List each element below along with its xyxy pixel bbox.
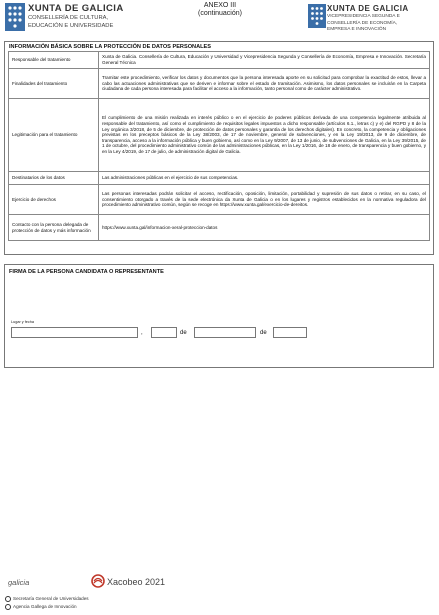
xacobeo-logo-text: Xacobeo 2021 [107,577,166,587]
galicia-logo: galicia [8,578,30,587]
de-separator-2: de [260,330,267,336]
annex-subtitle: (continuación) [198,10,242,17]
right-brand-sub-2: CONSELLERÍA DE ECONOMÍA, [327,20,398,26]
xacobeo-shell-icon [91,574,105,588]
annex-heading [185,2,255,18]
left-brand-sub-1: CONSELLERÍA DE CULTURA, [28,15,109,21]
data-protection-title: INFORMACIÓN BÁSICA SOBRE LA PROTECCIÓN DE DATOS PERSONALES [9,44,212,50]
xunta-crest-icon [4,2,26,32]
page-header [0,0,439,40]
xunta-crest-icon-right [307,3,327,29]
table-row [9,69,430,99]
signature-section [4,264,434,368]
row-value: Tramitar este procedimiento, verificar los datos y documentos que la persona interesada aporte en su solicitud para comprobar la exactitud de estos, llevar a cabo las actuaciones administrativas que se deriven e informar sobre el estado de tramitación. Asimismo, los datos personales se incluirán en la Carpeta ciudadana de cada persona interesada para facilitar el acceso a la información, tanto personal como de carácter administrativo. [99,69,430,99]
left-brand [28,3,124,30]
row-label: Contacto con la persona delegada de protección de datos y más información [9,215,99,241]
page-footer [0,572,439,615]
month-field[interactable] [194,327,256,338]
comma-separator: , [141,330,143,336]
data-protection-section [4,41,434,255]
signature-title: FIRMA DE LA PERSONA CANDIDATA O REPRESENTANTE [9,269,164,275]
row-label: Finalidades del tratamiento [9,69,99,99]
circle-bullet-icon [5,604,11,610]
circle-bullet-icon [5,596,11,602]
place-field[interactable] [11,327,138,338]
row-value: Las administraciones públicas en el ejercicio de sus competencias. [99,172,430,185]
annex-title: ANEXO III [203,2,237,9]
footer-item-label: Secretaría General de Universidades [13,596,89,602]
right-brand-title: XUNTA DE GALICIA [327,4,409,13]
row-label: Legitimación para el tratamiento [9,99,99,172]
footer-item-label: Agencia Gallega de Innovación [13,604,77,610]
day-field[interactable] [151,327,177,338]
row-value: El cumplimiento de una misión realizada en interés público o en el ejercicio de poderes públicos derivada de una competencia legalmente atribuida al responsable del tratamiento, así como el cumplimiento de requisitos legales impuestos a dicho responsable (artículos 6.1., letras c) y e) del RGPD y 8 de la Ley orgánica 3/2018, de 5 de diciembre, de protección de datos personales y garantía de los derechos digitales). En concreto, la competencia y obligaciones previstas en los preceptos básicos de la Ley 38/2003, de 17 de noviembre, general de subvenciones, y en la Ley 19/2013, de 9 de diciembre, de transparencia, acceso a la información pública y buen gobierno, así como en la Ley 9/2007, de 13 de junio, de subvenciones de Galicia, en la Ley 39/2015, de 1 de octubre, del procedimiento administrativo común de las administraciones públicas, en la Ley 1/2016, de 18 de enero, de transparencia y buen gobierno, y en la Ley 4/2019, de 17 de julio, de administración digital de Galicia. [99,99,430,172]
right-brand-sub-3: EMPRESA E INNOVACIÓN [327,27,387,33]
row-label: Responsable del tratamiento [9,52,99,69]
data-protection-table [8,51,430,241]
table-row [9,215,430,241]
left-brand-sub-2: EDUCACIÓN E UNIVERSIDADE [28,23,114,29]
row-label: Destinatarios de los datos [9,172,99,185]
row-value: Las personas interesadas podrán solicitar el acceso, rectificación, oposición, limitación, portabilidad y supresión de sus datos o retirar, en su caso, el consentimiento otorgado a través de la sede electrónica da Xunta de Galicia o en los lugares y registros establecidos en la normativa reguladora del procedimiento administrativo común, según se recoge en https://www.xunta.gal/exercicio-de-dereitos. [99,185,430,215]
table-row [9,52,430,69]
table-row [9,172,430,185]
row-value: Xunta de Galicia. Consellería de Cultura, Educación y Universidad y Vicepresidencia Segunda y Consellería de Economía, Empresa e Innovación. Secretaría General Técnica [99,52,430,69]
footer-item-innovation [5,604,77,610]
de-separator-1: de [180,330,187,336]
right-brand-sub-1: VICEPRESIDENCIA SEGUNDA E [327,14,400,19]
table-row [9,185,430,215]
year-field[interactable] [273,327,307,338]
left-brand-title: XUNTA DE GALICIA [28,3,124,14]
right-brand [327,4,409,33]
row-label: Ejercicio de derechos [9,185,99,215]
place-date-label: Lugar y fecha [11,320,35,324]
table-row [9,99,430,172]
footer-item-universities [5,596,89,602]
row-value: https://www.xunta.gal/informacion-xeral-proteccion-datos [99,215,430,241]
